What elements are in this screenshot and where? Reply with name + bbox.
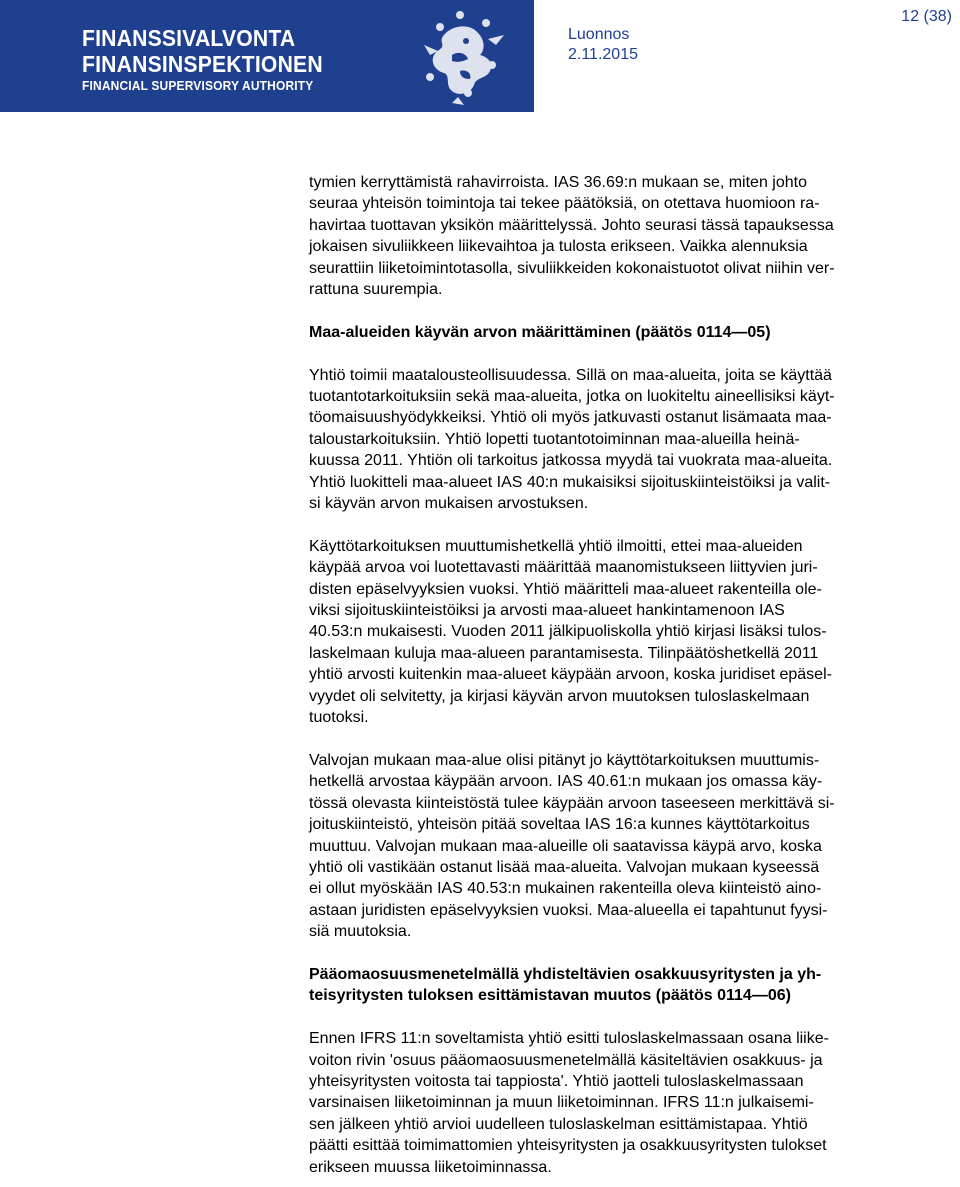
text-line: käypää arvoa voi luotettavasti määrittää maanomistukseen liittyvien juri- [309, 559, 818, 577]
text-line: voiton rivin 'osuus pääomaosuusmenetelmällä käsiteltävien osakkuus- ja [309, 1051, 823, 1069]
text-line: tuotantotarkoituksiin sekä maa-alueita, jotka on luokiteltu aineellisiksi käyt- [309, 388, 835, 406]
text-line: sen jälkeen yhtiö arvioi uudelleen tuloslaskelman esittämistapaa. Yhtiö [309, 1115, 808, 1133]
text-line: rattuna suurempia. [309, 281, 443, 299]
paragraph-company-land [309, 365, 927, 515]
text-line: Yhtiö luokitteli maa-alueet IAS 40:n mukaisiksi sijoituskiinteistöiksi ja valit- [309, 473, 831, 491]
text-line: vyydet oli selvitetty, ja kirjasi käyvän arvon muutoksen tuloslaskelmaan [309, 687, 810, 705]
text-line: tymien kerryttämistä rahavirroista. IAS 36.69:n mukaan se, miten johto [309, 174, 807, 191]
text-line: 40.53:n mukaisesti. Vuoden 2011 jälkipuoliskolla yhtiö kirjasi lisäksi tulos- [309, 623, 827, 641]
text-line: tuotoksi. [309, 709, 369, 727]
document-body [309, 172, 927, 1178]
logo-wordmark [82, 25, 344, 95]
document-status [568, 25, 638, 65]
text-line: Käyttötarkoituksen muuttumishetkellä yhtiö ilmoitti, ettei maa-alueiden [309, 537, 803, 555]
text-line: taloustarkoituksiin. Yhtiö lopetti tuotantotoiminnan maa-alueilla heinä- [309, 430, 800, 448]
text-line: erikseen muussa liiketoiminnassa. [309, 1158, 552, 1176]
paragraph-supervisor-view [309, 750, 927, 943]
paragraph-change-of-use [309, 536, 927, 729]
header-banner [0, 0, 534, 112]
text-line: seuraa yhteisön toimintoja tai tekee päätöksiä, on otettava huomioon ra- [309, 195, 820, 213]
text-line: yhteisyritysten voitosta tai tappiosta'. Yhtiö jaotteli tuloslaskelmassaan [309, 1072, 804, 1090]
text-line: hetkellä arvostaa käypään arvoon. IAS 40.61:n mukaan jos omassa käy- [309, 773, 823, 791]
text-line: Valvojan mukaan maa-alue olisi pitänyt jo käyttötarkoituksen muuttumis- [309, 751, 820, 769]
heraldic-lion-icon [404, 5, 512, 107]
text-line: seurattiin liiketoimintotasolla, sivuliikkeiden kokonaistuotot olivat niihin ver- [309, 259, 835, 277]
text-line: joituskiinteistö, yhteisön pitää soveltaa IAS 16:a kunnes käyttötarkoitus [309, 816, 810, 834]
document-date: 2.11.2015 [568, 46, 638, 63]
text-line: Ennen IFRS 11:n soveltamista yhtiö esitti tuloslaskelmassaan osana liike- [309, 1030, 829, 1048]
logo-line-2: FINANSINSPEKTIONEN [82, 51, 323, 77]
text-line: tössä olevasta kiinteistöstä tulee käypään arvoon taseeseen merkittävä si- [309, 794, 835, 812]
page-number: 12 (38) [901, 8, 952, 25]
text-line: yhtiö oli vastikään ostanut lisää maa-alueita. Valvojan mukaan kyseessä [309, 858, 820, 876]
text-line: havirtaa tuottavan yksikön määrittelyssä. Johto seurasi tässä tapauksessa [309, 216, 834, 234]
text-line: laskelmaan kuluja maa-alueen parantamisesta. Tilinpäätöshetkellä 2011 [309, 644, 819, 662]
paragraph-revenue-monitoring [309, 172, 927, 300]
logo-line-3: FINANCIAL SUPERVISORY AUTHORITY [82, 78, 314, 93]
text-line: disten epäselvyyksien vuoksi. Yhtiö määritteli maa-alueet rakenteilla ole- [309, 580, 822, 598]
text-line: ei ollut myöskään IAS 40.53:n mukainen rakenteilla oleva kiinteistö aino- [309, 880, 822, 898]
draft-label: Luonnos [568, 26, 630, 43]
section-heading-land-fair-value: Maa-alueiden käyvän arvon määrittäminen (päätös 0114—05) [309, 323, 771, 341]
logo-line-1: FINANSSIVALVONTA [82, 25, 296, 51]
text-line: astaan juridisten epäselvyyksien vuoksi. Maa-alueella ei tapahtunut fyysi- [309, 901, 828, 919]
text-line: Yhtiö toimii maatalousteollisuudessa. Sillä on maa-alueita, joita se käyttää [309, 366, 832, 384]
heading-line: Pääomaosuusmenetelmällä yhdisteltävien osakkuusyritysten ja yh- [309, 965, 822, 983]
text-line: jokaisen sivuliikkeen liikevaihtoa ja tulosta erikseen. Vaikka alennuksia [309, 238, 808, 256]
heading-line: teisyritysten tuloksen esittämistavan muutos (päätös 0114—06) [309, 987, 791, 1005]
text-line: muuttuu. Valvojan mukaan maa-alueille oli saatavissa käypä arvo, koska [309, 837, 822, 855]
paragraph-ifrs11 [309, 1028, 927, 1178]
section-heading-equity-method [309, 964, 927, 1007]
text-line: viksi sijoituskiinteistöiksi ja arvosti maa-alueet hankintamenoon IAS [309, 602, 785, 620]
text-line: yhtiö arvosti kuitenkin maa-alueet käypään arvoon, koska juridiset epäsel- [309, 666, 832, 684]
text-line: siä muutoksia. [309, 923, 412, 941]
text-line: kuussa 2011. Yhtiön oli tarkoitus jatkossa myydä tai vuokrata maa-alueita. [309, 452, 833, 470]
text-line: varsinaisen liiketoiminnan ja muun liiketoiminnan. IFRS 11:n julkaisemi- [309, 1094, 814, 1112]
text-line: si käyvän arvon mukaisen arvostuksen. [309, 495, 589, 513]
text-line: päätti esittää toimimattomien yhteisyritysten ja osakkuusyritysten tulokset [309, 1137, 827, 1155]
text-line: töomaisuushyödykkeiksi. Yhtiö oli myös jatkuvasti ostanut lisämaata maa- [309, 409, 832, 427]
